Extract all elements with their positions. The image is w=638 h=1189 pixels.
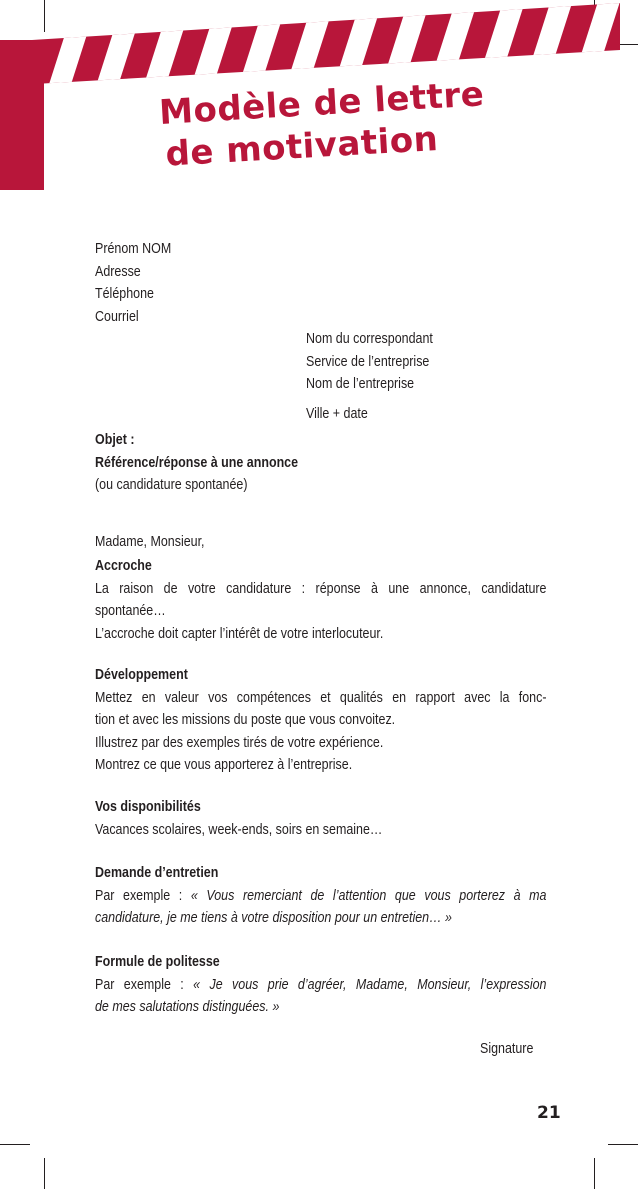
example-prefix: Par exemple : — [95, 976, 194, 993]
sender-phone: Téléphone — [95, 286, 154, 302]
section-line: L’accroche doit capter l’intérêt de votre interlocuteur. — [95, 625, 384, 642]
recipient-name: Nom du correspondant — [306, 331, 433, 347]
section-line: tion et avec les missions du poste que vous convoitez. — [95, 712, 396, 728]
section-line: Mettez en valeur vos compétences et qualités en rapport avec la fonc- — [95, 689, 547, 706]
section-line — [95, 974, 547, 997]
sender-address: Adresse — [95, 263, 141, 280]
recipient-department: Service de l’entreprise — [306, 353, 430, 370]
section-heading: Accroche — [95, 558, 152, 574]
sender-block — [95, 238, 482, 328]
subject-label: Objet : — [95, 432, 135, 448]
crop-mark — [594, 1158, 595, 1189]
section-line: Montrez ce que vous apporterez à l’entreprise. — [95, 757, 353, 773]
page-number: 21 — [537, 1103, 561, 1123]
crop-mark — [44, 1158, 45, 1189]
section-disponibilites — [95, 796, 547, 841]
section-heading: Demande d’entretien — [95, 865, 219, 881]
section-developpement — [95, 664, 547, 777]
section-politesse — [95, 951, 547, 1019]
city-date-text: Ville + date — [306, 406, 368, 422]
subject-block — [95, 429, 482, 497]
subject-reference: Référence/réponse à une annonce — [95, 454, 299, 471]
section-heading: Vos disponibilités — [95, 799, 201, 815]
section-line — [95, 885, 547, 908]
example-prefix: Par exemple : — [95, 887, 191, 904]
section-line: La raison de votre candidature : réponse à une annonce, candidature — [95, 580, 547, 597]
sender-email: Courriel — [95, 308, 139, 325]
title-line-2: de motivation — [164, 118, 440, 175]
recipient-company: Nom de l’entreprise — [306, 376, 415, 392]
section-accroche — [95, 555, 547, 645]
example-quote-continued: candidature, je me tiens à votre disposition pour un entretien… » — [95, 910, 452, 926]
sender-name: Prénom NOM — [95, 241, 172, 257]
section-line: Vacances scolaires, week-ends, soirs en semaine… — [95, 821, 383, 838]
section-heading: Formule de politesse — [95, 954, 220, 970]
section-line: Illustrez par des exemples tirés de votre expérience. — [95, 734, 384, 751]
banner-post — [0, 40, 44, 190]
example-quote-continued: de mes salutations distinguées. » — [95, 999, 280, 1015]
recipient-block — [306, 328, 547, 396]
section-line: spontanée… — [95, 603, 166, 619]
crop-mark — [608, 1144, 638, 1145]
example-quote: « Je vous prie d’agréer, Madame, Monsieur, l’expression — [193, 976, 547, 993]
city-date — [306, 403, 547, 426]
salutation — [95, 531, 482, 554]
salutation-text: Madame, Monsieur, — [95, 534, 205, 550]
signature — [480, 1038, 566, 1061]
title-line-1: Modèle de lettre — [158, 74, 486, 133]
example-quote: « Vous remerciant de l’attention que vous porterez à ma — [190, 887, 547, 904]
section-entretien — [95, 862, 547, 930]
section-heading: Développement — [95, 667, 188, 683]
subject-alternative: (ou candidature spontanée) — [95, 477, 248, 493]
signature-text: Signature — [480, 1041, 534, 1057]
crop-mark — [0, 1144, 30, 1145]
